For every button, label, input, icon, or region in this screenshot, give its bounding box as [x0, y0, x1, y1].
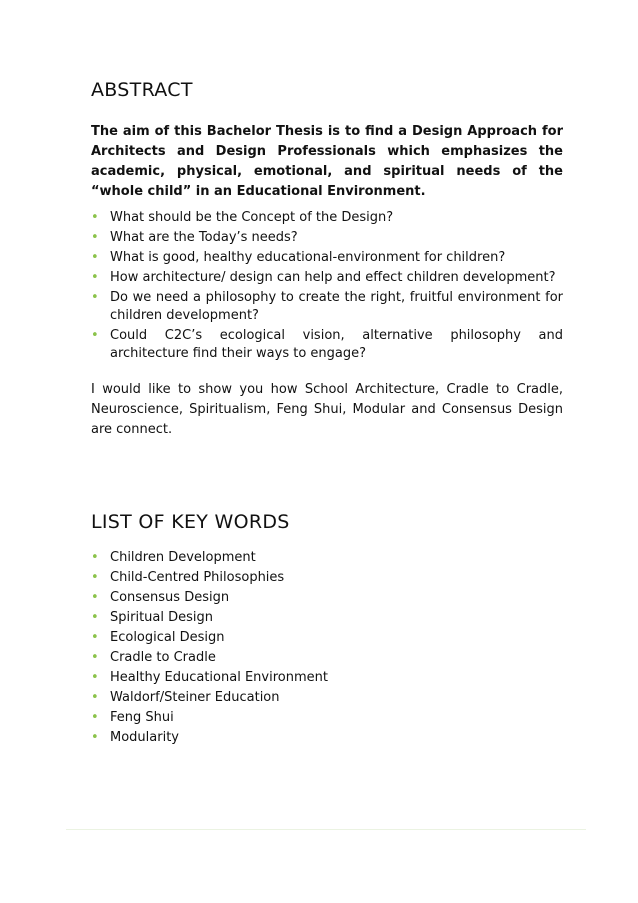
- abstract-closing: I would like to show you how School Architecture, Cradle to Cradle, Neuroscience, Spiritualism, Feng Shui, Modular and Consensus Design are connect.: [91, 382, 563, 437]
- bullet-icon: •: [91, 670, 99, 685]
- keyword-item: [91, 649, 563, 667]
- keyword-text: Child-Centred Philosophies: [110, 570, 285, 585]
- bullet-icon: •: [91, 710, 99, 725]
- bullet-icon: •: [91, 650, 99, 665]
- abstract-intro: The aim of this Bachelor Thesis is to find a Design Approach for Architects and Design Professionals which emphasizes the academic, physical, emotional, and spiritual needs of the “whole child” in an Educational Environment.: [91, 124, 563, 199]
- keyword-item: [91, 609, 563, 627]
- keyword-text: Healthy Educational Environment: [110, 670, 328, 685]
- keyword-text: Cradle to Cradle: [110, 650, 216, 665]
- keyword-item: [91, 569, 563, 587]
- keyword-item: [91, 629, 563, 647]
- list-item-text: What is good, healthy educational-environment for children?: [110, 250, 506, 265]
- list-item-text: What should be the Concept of the Design?: [110, 210, 394, 225]
- keywords-heading: LIST OF KEY WORDS: [91, 511, 290, 533]
- list-item: [91, 269, 563, 287]
- bullet-icon: •: [91, 610, 99, 625]
- bullet-icon: •: [91, 250, 99, 265]
- bullet-icon: •: [91, 210, 99, 225]
- list-item: [91, 289, 563, 325]
- keyword-item: [91, 669, 563, 687]
- list-item: [91, 209, 563, 227]
- list-item-text: What are the Today’s needs?: [110, 230, 298, 245]
- keyword-item: [91, 729, 563, 747]
- bullet-icon: •: [91, 570, 99, 585]
- list-item: [91, 249, 563, 267]
- list-item-text: Do we need a philosophy to create the right, fruitful environment for children development?: [110, 290, 563, 323]
- keyword-item: [91, 589, 563, 607]
- keyword-item: [91, 549, 563, 567]
- keyword-list: [91, 549, 563, 749]
- list-item: [91, 327, 563, 363]
- bullet-icon: •: [91, 630, 99, 645]
- footer-divider: [66, 829, 586, 830]
- bullet-icon: •: [91, 690, 99, 705]
- keyword-text: Modularity: [110, 730, 179, 745]
- keyword-text: Waldorf/Steiner Education: [110, 690, 280, 705]
- keyword-text: Spiritual Design: [110, 610, 214, 625]
- question-list: [91, 209, 563, 365]
- abstract-heading: ABSTRACT: [91, 79, 193, 101]
- list-item-text: How architecture/ design can help and effect children development?: [110, 270, 556, 285]
- bullet-icon: •: [91, 550, 99, 565]
- bullet-icon: •: [91, 230, 99, 245]
- bullet-icon: •: [91, 328, 99, 343]
- keyword-text: Ecological Design: [110, 630, 225, 645]
- keyword-text: Feng Shui: [110, 710, 174, 725]
- bullet-icon: •: [91, 730, 99, 745]
- bullet-icon: •: [91, 270, 99, 285]
- keyword-text: Children Development: [110, 550, 256, 565]
- bullet-icon: •: [91, 290, 99, 305]
- list-item: [91, 229, 563, 247]
- list-item-text: Could C2C’s ecological vision, alternative philosophy and architecture find their ways to engage?: [110, 328, 563, 361]
- keyword-item: [91, 709, 563, 727]
- bullet-icon: •: [91, 590, 99, 605]
- keyword-text: Consensus Design: [110, 590, 230, 605]
- keyword-item: [91, 689, 563, 707]
